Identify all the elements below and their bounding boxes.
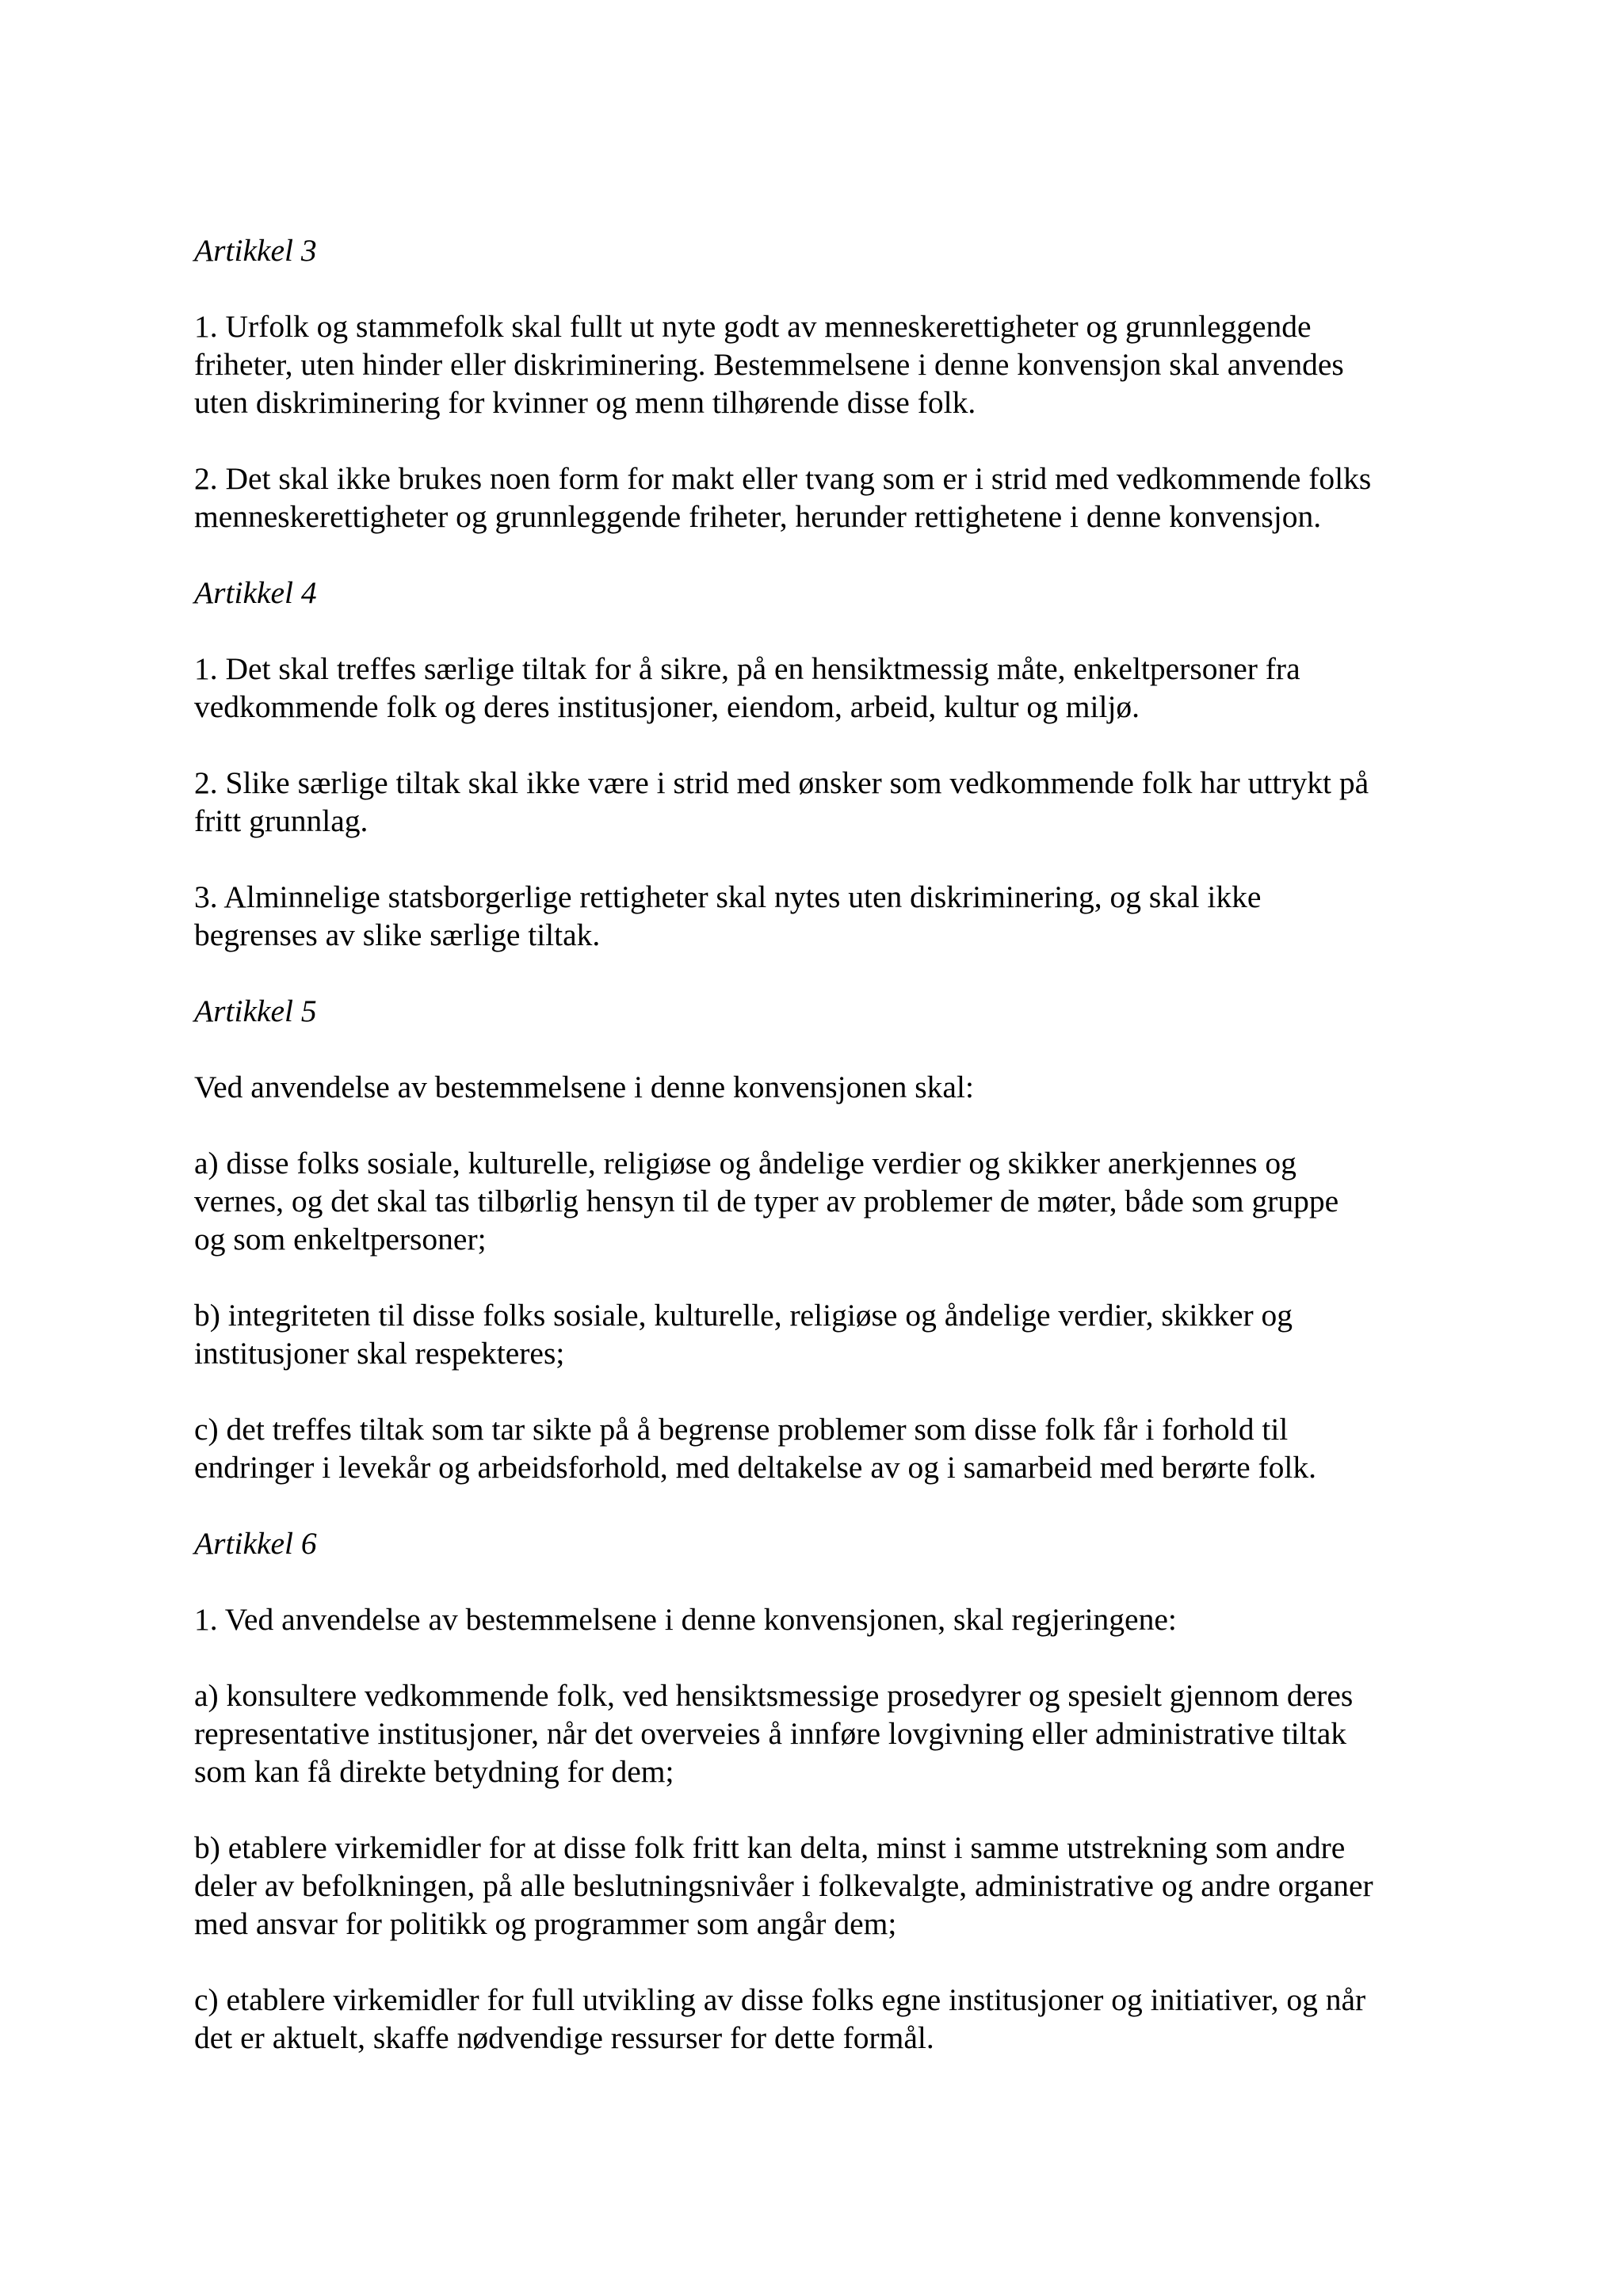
article-paragraph bbox=[194, 1829, 1454, 1943]
text-line: vernes, og det skal tas tilbørlig hensyn til de typer av problemer de møter, både som gruppe bbox=[194, 1184, 1339, 1219]
text-line: b) integriteten til disse folks sosiale, kulturelle, religiøse og åndelige verdier, skikker og bbox=[194, 1298, 1293, 1333]
article-paragraph bbox=[194, 307, 1454, 421]
text-line: c) etablere virkemidler for full utvikling av disse folks egne institusjoner og initiativer, og når bbox=[194, 1982, 1366, 2017]
article-paragraph bbox=[194, 1144, 1454, 1258]
text-line: som kan få direkte betydning for dem; bbox=[194, 1754, 674, 1789]
article-heading: Artikkel 5 bbox=[194, 994, 317, 1028]
text-line: med ansvar for politikk og programmer som angår dem; bbox=[194, 1906, 897, 1941]
text-line: fritt grunnlag. bbox=[194, 803, 369, 838]
text-line: 1. Urfolk og stammefolk skal fullt ut nyte godt av menneskerettigheter og grunnleggende bbox=[194, 309, 1312, 344]
article-heading: Artikkel 6 bbox=[194, 1526, 317, 1561]
text-line: begrenses av slike særlige tiltak. bbox=[194, 917, 601, 952]
article-paragraph bbox=[194, 764, 1454, 840]
text-line: representative institusjoner, når det overveies å innføre lovgivning eller administrative tiltak bbox=[194, 1716, 1346, 1751]
document-page bbox=[194, 231, 1454, 2095]
text-line: 1. Det skal treffes særlige tiltak for å sikre, på en hensiktmessig måte, enkeltpersoner fra bbox=[194, 651, 1300, 686]
article-heading: Artikkel 4 bbox=[194, 575, 317, 610]
text-line: 2. Slike særlige tiltak skal ikke være i strid med ønsker som vedkommende folk har uttrykt på bbox=[194, 765, 1369, 800]
text-line: Ved anvendelse av bestemmelsene i denne konvensjonen skal: bbox=[194, 1070, 974, 1104]
text-line: menneskerettigheter og grunnleggende friheter, herunder rettighetene i denne konvensjon. bbox=[194, 499, 1322, 534]
text-line: 3. Alminnelige statsborgerlige rettigheter skal nytes uten diskriminering, og skal ikke bbox=[194, 879, 1262, 914]
article-paragraph bbox=[194, 1296, 1454, 1372]
article-paragraph bbox=[194, 1981, 1454, 2057]
article-paragraph bbox=[194, 878, 1454, 954]
text-line: uten diskriminering for kvinner og menn tilhørende disse folk. bbox=[194, 385, 976, 420]
text-line: 2. Det skal ikke brukes noen form for makt eller tvang som er i strid med vedkommende folks bbox=[194, 461, 1372, 496]
text-line: a) konsultere vedkommende folk, ved hensiktsmessige prosedyrer og spesielt gjennom deres bbox=[194, 1678, 1354, 1713]
text-line: det er aktuelt, skaffe nødvendige ressurser for dette formål. bbox=[194, 2020, 934, 2055]
article-heading: Artikkel 3 bbox=[194, 233, 317, 268]
text-line: friheter, uten hinder eller diskriminering. Bestemmelsene i denne konvensjon skal anvendes bbox=[194, 347, 1344, 382]
text-line: 1. Ved anvendelse av bestemmelsene i denne konvensjonen, skal regjeringene: bbox=[194, 1602, 1177, 1637]
text-line: vedkommende folk og deres institusjoner, eiendom, arbeid, kultur og miljø. bbox=[194, 689, 1140, 724]
article-paragraph bbox=[194, 1600, 1454, 1638]
text-line: institusjoner skal respekteres; bbox=[194, 1336, 565, 1371]
text-line: og som enkeltpersoner; bbox=[194, 1222, 487, 1257]
text-line: a) disse folks sosiale, kulturelle, religiøse og åndelige verdier og skikker anerkjennes og bbox=[194, 1146, 1296, 1180]
article-paragraph bbox=[194, 1410, 1454, 1486]
text-line: endringer i levekår og arbeidsforhold, med deltakelse av og i samarbeid med berørte folk. bbox=[194, 1450, 1317, 1485]
text-line: c) det treffes tiltak som tar sikte på å begrense problemer som disse folk får i forhold til bbox=[194, 1412, 1289, 1447]
article-paragraph bbox=[194, 650, 1454, 726]
article-paragraph bbox=[194, 460, 1454, 536]
text-line: b) etablere virkemidler for at disse folk fritt kan delta, minst i samme utstrekning som andre bbox=[194, 1830, 1346, 1865]
article-paragraph bbox=[194, 1068, 1454, 1106]
text-line: deler av befolkningen, på alle beslutningsnivåer i folkevalgte, administrative og andre organer bbox=[194, 1868, 1373, 1903]
article-paragraph bbox=[194, 1676, 1454, 1791]
